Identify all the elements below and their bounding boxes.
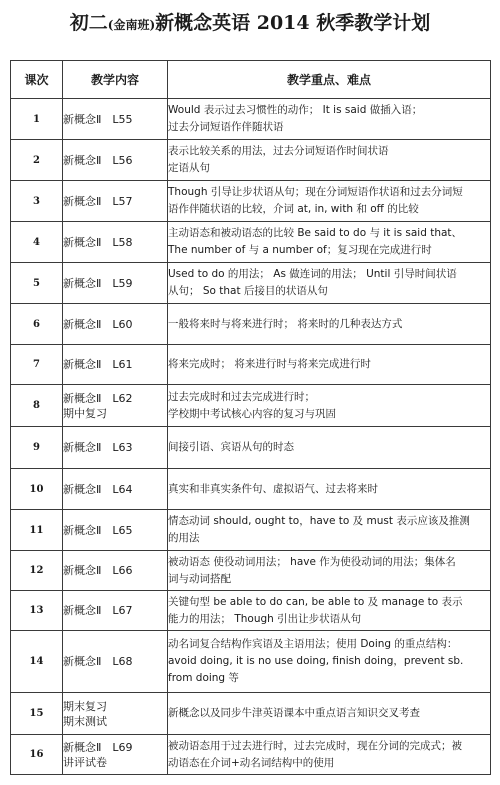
lesson-number: 10 <box>11 469 63 510</box>
focus-line: 语作伴随状语的比较，介词 at, in, with 和 off 的比较 <box>168 203 419 215</box>
focus-line: Though 引导让步状语从句；现在分词短语作状语和过去分词短 <box>168 186 463 198</box>
table-header-row <box>11 61 491 99</box>
table-row <box>11 551 491 591</box>
lesson-content <box>63 693 168 735</box>
content-line: 讲评试卷 <box>63 755 107 769</box>
focus-line: 动名词复合结构作宾语及主语用法；使用 Doing 的重点结构： <box>168 638 458 650</box>
content-line: 期中复习 <box>63 406 107 420</box>
table-row <box>11 510 491 551</box>
lesson-number: 9 <box>11 427 63 469</box>
lesson-content <box>63 427 168 469</box>
lesson-content <box>63 345 168 385</box>
lesson-content <box>63 263 168 304</box>
focus-line: 新概念以及同步牛津英语课本中重点语言知识交叉考查 <box>168 707 420 719</box>
lesson-focus <box>168 304 491 345</box>
table-row <box>11 99 491 140</box>
content-line: 新概念Ⅱ L65 <box>63 523 133 537</box>
focus-line: 学校期中考试核心内容的复习与巩固 <box>168 407 336 420</box>
lesson-content <box>63 99 168 140</box>
lesson-content <box>63 222 168 263</box>
lesson-focus <box>168 385 491 427</box>
lesson-number: 12 <box>11 551 63 591</box>
lesson-content <box>63 304 168 345</box>
lesson-number: 15 <box>11 693 63 735</box>
content-line: 新概念Ⅱ L57 <box>63 194 133 208</box>
lesson-number: 6 <box>11 304 63 345</box>
focus-line: 的用法 <box>168 532 200 544</box>
focus-line: 被动语态用于过去进行时，过去完成时，现在分词的完成式；被 <box>168 739 462 752</box>
lesson-focus <box>168 222 491 263</box>
teaching-plan-table <box>10 60 491 775</box>
content-line: 新概念Ⅱ L69 <box>63 740 133 754</box>
focus-line: 间接引语、宾语从句的时态 <box>168 441 294 453</box>
header-lesson: 课次 <box>11 61 63 99</box>
lesson-focus <box>168 263 491 304</box>
content-line: 新概念Ⅱ L59 <box>63 276 133 290</box>
lesson-content <box>63 591 168 631</box>
lesson-focus <box>168 181 491 222</box>
lesson-number: 1 <box>11 99 63 140</box>
table-row <box>11 469 491 510</box>
content-line: 新概念Ⅱ L56 <box>63 153 133 167</box>
focus-line: 一般将来时与将来进行时； 将来时的几种表达方式 <box>168 317 403 330</box>
table-row <box>11 140 491 181</box>
lesson-focus <box>168 693 491 735</box>
lesson-content <box>63 469 168 510</box>
table-row <box>11 735 491 775</box>
lesson-number: 16 <box>11 735 63 775</box>
content-line: 新概念Ⅱ L63 <box>63 441 133 454</box>
lesson-focus <box>168 469 491 510</box>
content-line: 新概念Ⅱ L55 <box>63 112 133 126</box>
lesson-number: 14 <box>11 631 63 693</box>
content-line: 期末复习 <box>63 699 107 713</box>
focus-line: from doing 等 <box>168 672 239 684</box>
table-row <box>11 345 491 385</box>
focus-line: 动语态在介词+动名词结构中的使用 <box>168 756 335 769</box>
lesson-number: 4 <box>11 222 63 263</box>
lesson-number: 3 <box>11 181 63 222</box>
table-body <box>11 99 491 775</box>
title-part2: 新概念英语 2014 秋季教学计划 <box>155 12 431 34</box>
lesson-content <box>63 551 168 591</box>
content-line: 新概念Ⅱ L60 <box>63 317 133 331</box>
lesson-focus <box>168 140 491 181</box>
content-line: 新概念Ⅱ L58 <box>63 235 133 249</box>
table-row <box>11 263 491 304</box>
lesson-number: 8 <box>11 385 63 427</box>
lesson-content <box>63 181 168 222</box>
lesson-number: 7 <box>11 345 63 385</box>
header-focus: 教学重点、难点 <box>168 61 491 99</box>
page-title <box>0 8 500 40</box>
focus-line: The number of 与 a number of；复习现在完成进行时 <box>168 244 432 256</box>
table-row <box>11 222 491 263</box>
focus-line: 词与动词搭配 <box>168 572 231 585</box>
header-content: 教学内容 <box>63 61 168 99</box>
focus-line: 将来完成时； 将来进行时与将来完成进行时 <box>168 358 371 370</box>
lesson-focus <box>168 591 491 631</box>
lesson-focus <box>168 427 491 469</box>
table-row <box>11 591 491 631</box>
table-row <box>11 304 491 345</box>
focus-line: 过去分词短语作伴随状语 <box>168 121 284 133</box>
focus-line: avoid doing, it is no use doing, finish doing，prevent sb. <box>168 655 464 667</box>
lesson-content <box>63 735 168 775</box>
lesson-number: 2 <box>11 140 63 181</box>
table-row <box>11 385 491 427</box>
focus-line: 被动语态 使役动词用法； have 作为使役动词的用法；集体名 <box>168 555 456 568</box>
lesson-focus <box>168 99 491 140</box>
focus-line: 从句； So that 后接目的状语从句 <box>168 285 328 297</box>
lesson-content <box>63 140 168 181</box>
lesson-content <box>63 631 168 693</box>
focus-line: 能力的用法； Though 引出让步状语从句 <box>168 612 362 625</box>
lesson-number: 5 <box>11 263 63 304</box>
lesson-focus <box>168 345 491 385</box>
content-line: 新概念Ⅱ L67 <box>63 604 133 617</box>
focus-line: 表示比较关系的用法，过去分词短语作时间状语 <box>168 145 389 157</box>
lesson-number: 11 <box>11 510 63 551</box>
focus-line: 情态动词 should, ought to，have to 及 must 表示应该及推测 <box>168 515 470 527</box>
content-line: 新概念Ⅱ L64 <box>63 482 133 496</box>
lesson-focus <box>168 510 491 551</box>
focus-line: 关键句型 be able to do can, be able to 及 manage to 表示 <box>168 595 463 608</box>
focus-line: 真实和非真实条件句、虚拟语气、过去将来时 <box>168 482 378 495</box>
focus-line: 定语从句 <box>168 162 210 174</box>
table-row <box>11 693 491 735</box>
lesson-focus <box>168 631 491 693</box>
focus-line: 主动语态和被动语态的比较 Be said to do 与 it is said that、 <box>168 227 463 239</box>
title-part1: 初二 <box>69 12 108 34</box>
focus-line: 过去完成时和过去完成进行时； <box>168 390 315 403</box>
lesson-focus <box>168 551 491 591</box>
table-row <box>11 631 491 693</box>
lesson-content <box>63 510 168 551</box>
content-line: 新概念Ⅱ L66 <box>63 564 133 577</box>
content-line: 新概念Ⅱ L61 <box>63 358 133 371</box>
lesson-focus <box>168 735 491 775</box>
content-line: 新概念Ⅱ L68 <box>63 655 133 668</box>
content-line: 新概念Ⅱ L62 <box>63 391 133 405</box>
lesson-content <box>63 385 168 427</box>
content-line: 期末测试 <box>63 714 107 728</box>
lesson-number: 13 <box>11 591 63 631</box>
table-row <box>11 427 491 469</box>
table-row <box>11 181 491 222</box>
focus-line: Used to do 的用法； As 做连词的用法； Until 引导时间状语 <box>168 268 457 280</box>
title-class-name: (金南班) <box>107 18 156 32</box>
focus-line: Would 表示过去习惯性的动作； It is said 做插入语； <box>168 104 423 116</box>
